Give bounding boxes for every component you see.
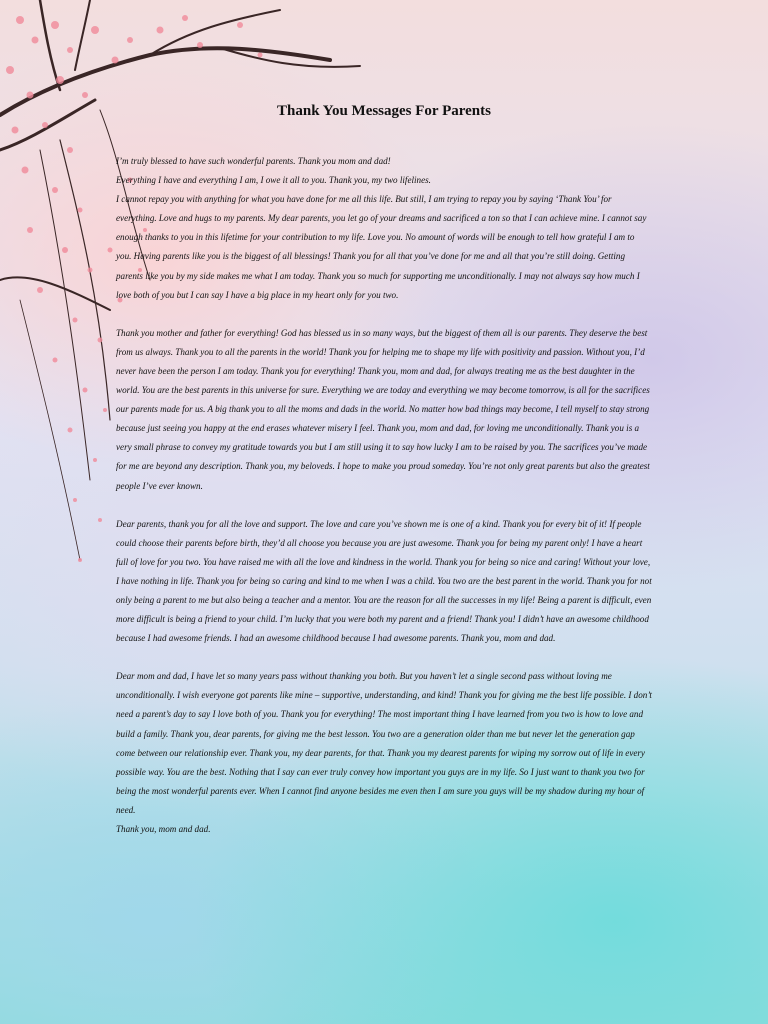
paragraph: Everything I have and everything I am, I owe it all to you. Thank you, my two lifelines.	[116, 175, 431, 186]
page-title: Thank You Messages For Parents	[277, 103, 491, 119]
paragraph: I’m truly blessed to have such wonderful parents. Thank you mom and dad!	[116, 156, 391, 166]
paragraph: I cannot repay you with anything for what you have done for me all this life. But still, I am trying to repay you by saying ‘Thank You’ for everything. Love and hugs to my parents. My dear parents, you let go of your dreams and sacrificed a ton so that I can achieve mine. I cannot say enough thanks to you in this lifetime for your contribution to my life. Love you. No amount of words will be enough to tell how grateful I am to you. Having parents like you is the biggest of all blessings! Thank you for all that you’ve done for me and all that you’re still doing. Getting parents like you by my side makes me what I am today. Thank you so much for supporting me unconditionally. I may not always say how much I love both of you but I can say I have a big place in my heart only for you two.	[116, 194, 647, 300]
closing-line: Thank you, mom and dad.	[116, 824, 211, 834]
paragraph: Thank you mother and father for everything! God has blessed us in so many ways, but the biggest of them all is our parents. They deserve the best from us always. Thank you to all the parents in the world! Thank you for helping me to shape my life with positivity and passion. Without you, I’d never have been the person I am today. Thank you for everything! Thank you, mom and dad, for always treating me as the best daughter in the world. You are the best parents in this universe for sure. Everything we are today and everything we may become tomorrow, is all for the sacrifices our parents made for us. A big thank you to all the moms and dads in the world. No matter how bad things may become, I tell myself to stay strong because just seeing you happy at the end erases whatever misery I feel. Thank you, mom and dad, for loving me unconditionally. Thank you is a very small phrase to convey my gratitude towards you but I am still using it to say how lucky I am to be raised by you. The sacrifices you’ve made for me are beyond any description. Thank you, my beloveds. I hope to make you proud someday. You’re not only great parents but also the greatest people I’ve ever known.	[116, 327, 650, 491]
paragraph: Dear parents, thank you for all the love and support. The love and care you’ve shown me is one of a kind. Thank you for every bit of it! If people could choose their parents before birth, they’d all choose you because you are just awesome. Thank you for being my parent only! I have a heart full of love for you two. You have raised me with all the love and kindness in the world. Thank you for being so nice and caring! Without your love, I have nothing in life. Thank you for being so caring and kind to me when I was a child. You two are the best parent in the world. Thank you for not only being a parent to me but also being a teacher and a mentor. You are the reason for all the successes in my life! Being a parent is difficult, even more difficult is being a friend to your child. I’m lucky that you were both my parent and a friend! Thank you! I didn’t have an awesome childhood because I had awesome friends. I had an awesome childhood because I had awesome parents. Thank you, mom and dad.	[116, 518, 652, 644]
document-body	[116, 152, 652, 839]
paragraph: Dear mom and dad, I have let so many years pass without thanking you both. But you haven’t let a single second pass without loving me unconditionally. I wish everyone got parents like mine – supportive, understanding, and kind! Thank you for giving me the best life possible. I don’t need a parent’s day to say I love both of you. Thank you for everything! The most important thing I have learned from you two is how to love and build a family. Thank you, dear parents, for giving me the best lesson. You two are a generation older than me but never let the generation gap come between our relationship ever. Thank you, my dear parents, for that. Thank you my dearest parents for wiping my sorrow out of life in every possible way. You are the best. Nothing that I say can ever truly convey how important you guys are in my life. So I just want to thank you two for being the most wonderful parents ever. When I cannot find anyone besides me even then I am sure you guys will be my shadow during my hour of need.	[116, 671, 652, 815]
